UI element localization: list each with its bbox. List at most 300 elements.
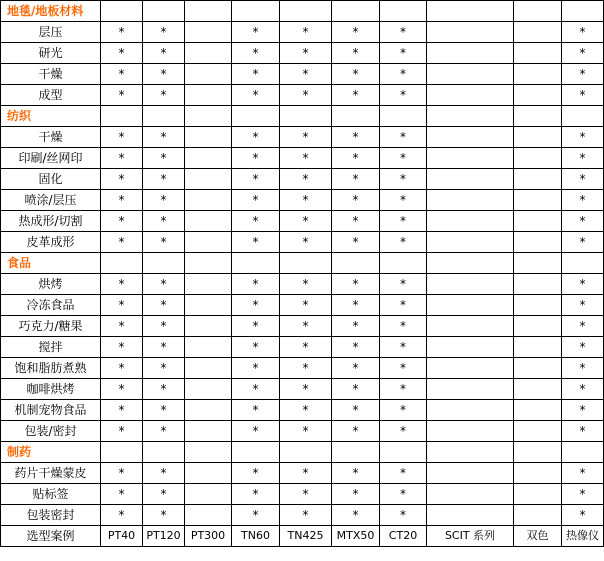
- table-row: [1, 379, 604, 400]
- support-mark: *: [143, 211, 185, 232]
- support-mark: *: [332, 43, 380, 64]
- empty-cell: [185, 22, 232, 43]
- model-column-header: PT40: [101, 526, 143, 547]
- support-mark: *: [380, 421, 427, 442]
- support-mark: *: [332, 190, 380, 211]
- empty-cell: [143, 442, 185, 463]
- category-label: 食品: [1, 253, 101, 274]
- empty-cell: [280, 1, 332, 22]
- empty-cell: [185, 358, 232, 379]
- support-mark: *: [280, 337, 332, 358]
- support-mark: *: [143, 379, 185, 400]
- row-label: 搅拌: [1, 337, 101, 358]
- empty-cell: [514, 253, 562, 274]
- support-mark: *: [280, 421, 332, 442]
- empty-cell: [514, 211, 562, 232]
- empty-cell: [427, 43, 514, 64]
- empty-cell: [380, 106, 427, 127]
- support-mark: *: [380, 274, 427, 295]
- support-mark: *: [332, 232, 380, 253]
- support-mark: *: [280, 64, 332, 85]
- table-row: [1, 148, 604, 169]
- support-mark: *: [232, 400, 280, 421]
- support-mark: *: [232, 358, 280, 379]
- empty-cell: [427, 106, 514, 127]
- table-row: [1, 127, 604, 148]
- support-mark: *: [380, 400, 427, 421]
- support-mark: *: [101, 232, 143, 253]
- empty-cell: [427, 211, 514, 232]
- support-mark: *: [143, 337, 185, 358]
- support-mark: *: [143, 64, 185, 85]
- support-mark: *: [380, 463, 427, 484]
- empty-cell: [185, 43, 232, 64]
- empty-cell: [332, 442, 380, 463]
- empty-cell: [185, 484, 232, 505]
- support-mark: *: [101, 127, 143, 148]
- table-row: [1, 421, 604, 442]
- support-mark: *: [101, 22, 143, 43]
- support-mark: *: [380, 484, 427, 505]
- row-label: 包装密封: [1, 505, 101, 526]
- support-mark: *: [332, 64, 380, 85]
- empty-cell: [514, 106, 562, 127]
- table-row: [1, 211, 604, 232]
- empty-cell: [514, 64, 562, 85]
- support-mark: *: [280, 295, 332, 316]
- footer-label: 选型案例: [1, 526, 101, 547]
- model-column-header: TN425: [280, 526, 332, 547]
- support-mark: *: [101, 505, 143, 526]
- support-mark: *: [280, 274, 332, 295]
- support-mark: *: [232, 169, 280, 190]
- empty-cell: [332, 1, 380, 22]
- support-mark: *: [232, 127, 280, 148]
- empty-cell: [514, 379, 562, 400]
- support-mark: *: [380, 190, 427, 211]
- empty-cell: [427, 442, 514, 463]
- empty-cell: [427, 421, 514, 442]
- table-row: [1, 316, 604, 337]
- empty-cell: [427, 169, 514, 190]
- support-mark: *: [332, 358, 380, 379]
- support-mark: *: [280, 22, 332, 43]
- model-column-header: TN60: [232, 526, 280, 547]
- empty-cell: [427, 484, 514, 505]
- support-mark: *: [232, 232, 280, 253]
- support-mark: *: [143, 421, 185, 442]
- table-row: [1, 22, 604, 43]
- support-mark: *: [332, 484, 380, 505]
- empty-cell: [185, 421, 232, 442]
- row-label: 包装/密封: [1, 421, 101, 442]
- support-mark: *: [332, 169, 380, 190]
- table-row: [1, 337, 604, 358]
- support-mark: *: [562, 379, 604, 400]
- support-mark: *: [380, 505, 427, 526]
- empty-cell: [427, 1, 514, 22]
- support-mark: *: [562, 64, 604, 85]
- empty-cell: [514, 337, 562, 358]
- support-mark: *: [280, 400, 332, 421]
- support-mark: *: [143, 400, 185, 421]
- table-row: [1, 190, 604, 211]
- support-mark: *: [232, 43, 280, 64]
- support-mark: *: [280, 358, 332, 379]
- empty-cell: [562, 1, 604, 22]
- empty-cell: [185, 400, 232, 421]
- empty-cell: [232, 106, 280, 127]
- empty-cell: [185, 337, 232, 358]
- empty-cell: [427, 358, 514, 379]
- support-mark: *: [562, 421, 604, 442]
- support-mark: *: [232, 484, 280, 505]
- support-mark: *: [101, 337, 143, 358]
- model-column-header: PT120: [143, 526, 185, 547]
- empty-cell: [185, 274, 232, 295]
- support-mark: *: [232, 64, 280, 85]
- empty-cell: [143, 253, 185, 274]
- support-mark: *: [332, 421, 380, 442]
- row-label: 皮革成形: [1, 232, 101, 253]
- empty-cell: [427, 505, 514, 526]
- empty-cell: [232, 253, 280, 274]
- empty-cell: [514, 22, 562, 43]
- support-mark: *: [232, 379, 280, 400]
- support-mark: *: [232, 148, 280, 169]
- support-mark: *: [143, 127, 185, 148]
- support-mark: *: [232, 22, 280, 43]
- empty-cell: [280, 106, 332, 127]
- category-row: [1, 442, 604, 463]
- support-mark: *: [332, 463, 380, 484]
- support-mark: *: [380, 295, 427, 316]
- empty-cell: [185, 106, 232, 127]
- category-label: 纺织: [1, 106, 101, 127]
- model-column-header: SCIT 系列: [427, 526, 514, 547]
- support-mark: *: [380, 148, 427, 169]
- empty-cell: [514, 127, 562, 148]
- empty-cell: [514, 274, 562, 295]
- empty-cell: [185, 232, 232, 253]
- category-label: 地毯/地板材料: [1, 1, 101, 22]
- support-mark: *: [143, 358, 185, 379]
- empty-cell: [380, 1, 427, 22]
- support-mark: *: [562, 400, 604, 421]
- support-mark: *: [280, 190, 332, 211]
- empty-cell: [514, 232, 562, 253]
- empty-cell: [280, 442, 332, 463]
- support-mark: *: [101, 169, 143, 190]
- empty-cell: [380, 442, 427, 463]
- empty-cell: [185, 253, 232, 274]
- support-mark: *: [101, 358, 143, 379]
- support-mark: *: [562, 463, 604, 484]
- row-label: 机制宠物食品: [1, 400, 101, 421]
- footer-row: [1, 526, 604, 547]
- support-mark: *: [280, 211, 332, 232]
- empty-cell: [232, 1, 280, 22]
- support-mark: *: [143, 505, 185, 526]
- model-column-header: 双色: [514, 526, 562, 547]
- empty-cell: [514, 316, 562, 337]
- empty-cell: [427, 274, 514, 295]
- support-mark: *: [280, 379, 332, 400]
- support-mark: *: [101, 379, 143, 400]
- empty-cell: [185, 505, 232, 526]
- support-mark: *: [380, 232, 427, 253]
- support-mark: *: [101, 43, 143, 64]
- support-mark: *: [380, 64, 427, 85]
- empty-cell: [185, 169, 232, 190]
- support-mark: *: [332, 505, 380, 526]
- support-mark: *: [101, 484, 143, 505]
- empty-cell: [185, 190, 232, 211]
- empty-cell: [185, 64, 232, 85]
- row-label: 饱和脂肪煮熟: [1, 358, 101, 379]
- support-mark: *: [101, 148, 143, 169]
- support-mark: *: [332, 379, 380, 400]
- empty-cell: [427, 463, 514, 484]
- model-column-header: MTX50: [332, 526, 380, 547]
- empty-cell: [514, 295, 562, 316]
- empty-cell: [427, 64, 514, 85]
- support-mark: *: [143, 295, 185, 316]
- support-mark: *: [562, 211, 604, 232]
- empty-cell: [514, 85, 562, 106]
- support-mark: *: [143, 274, 185, 295]
- support-mark: *: [232, 85, 280, 106]
- support-mark: *: [232, 337, 280, 358]
- support-mark: *: [232, 463, 280, 484]
- support-mark: *: [280, 127, 332, 148]
- category-row: [1, 106, 604, 127]
- support-mark: *: [332, 337, 380, 358]
- row-label: 咖啡烘烤: [1, 379, 101, 400]
- empty-cell: [514, 148, 562, 169]
- empty-cell: [427, 127, 514, 148]
- support-mark: *: [101, 274, 143, 295]
- support-mark: *: [562, 85, 604, 106]
- support-mark: *: [101, 85, 143, 106]
- empty-cell: [562, 253, 604, 274]
- support-mark: *: [562, 22, 604, 43]
- empty-cell: [185, 295, 232, 316]
- support-mark: *: [562, 169, 604, 190]
- model-column-header: 热像仪: [562, 526, 604, 547]
- empty-cell: [185, 148, 232, 169]
- support-mark: *: [280, 505, 332, 526]
- row-label: 印刷/丝网印: [1, 148, 101, 169]
- support-mark: *: [562, 148, 604, 169]
- support-mark: *: [562, 190, 604, 211]
- support-mark: *: [143, 232, 185, 253]
- empty-cell: [427, 316, 514, 337]
- support-mark: *: [143, 43, 185, 64]
- support-mark: *: [101, 211, 143, 232]
- support-mark: *: [143, 484, 185, 505]
- empty-cell: [427, 148, 514, 169]
- support-mark: *: [101, 64, 143, 85]
- support-mark: *: [101, 190, 143, 211]
- empty-cell: [427, 232, 514, 253]
- model-column-header: CT20: [380, 526, 427, 547]
- support-mark: *: [562, 337, 604, 358]
- support-mark: *: [280, 463, 332, 484]
- empty-cell: [514, 358, 562, 379]
- empty-cell: [185, 127, 232, 148]
- support-mark: *: [101, 295, 143, 316]
- row-label: 烘烤: [1, 274, 101, 295]
- table-row: [1, 64, 604, 85]
- support-mark: *: [101, 421, 143, 442]
- support-mark: *: [280, 232, 332, 253]
- support-mark: *: [280, 148, 332, 169]
- empty-cell: [185, 85, 232, 106]
- support-mark: *: [380, 211, 427, 232]
- row-label: 巧克力/糖果: [1, 316, 101, 337]
- support-mark: *: [380, 379, 427, 400]
- support-mark: *: [143, 190, 185, 211]
- empty-cell: [427, 295, 514, 316]
- empty-cell: [185, 463, 232, 484]
- row-label: 热成形/切割: [1, 211, 101, 232]
- row-label: 研光: [1, 43, 101, 64]
- table-row: [1, 274, 604, 295]
- empty-cell: [101, 442, 143, 463]
- empty-cell: [514, 484, 562, 505]
- support-mark: *: [280, 484, 332, 505]
- support-mark: *: [332, 400, 380, 421]
- model-column-header: PT300: [185, 526, 232, 547]
- empty-cell: [562, 442, 604, 463]
- empty-cell: [185, 1, 232, 22]
- empty-cell: [101, 1, 143, 22]
- support-mark: *: [332, 127, 380, 148]
- support-mark: *: [232, 505, 280, 526]
- support-mark: *: [332, 274, 380, 295]
- empty-cell: [143, 1, 185, 22]
- empty-cell: [280, 253, 332, 274]
- empty-cell: [514, 169, 562, 190]
- support-mark: *: [232, 211, 280, 232]
- support-mark: *: [332, 85, 380, 106]
- empty-cell: [232, 442, 280, 463]
- row-label: 冷冻食品: [1, 295, 101, 316]
- support-mark: *: [332, 211, 380, 232]
- support-mark: *: [562, 295, 604, 316]
- empty-cell: [514, 442, 562, 463]
- support-mark: *: [280, 43, 332, 64]
- support-mark: *: [380, 169, 427, 190]
- row-label: 喷涂/层压: [1, 190, 101, 211]
- table-row: [1, 85, 604, 106]
- support-mark: *: [380, 85, 427, 106]
- support-mark: *: [143, 22, 185, 43]
- empty-cell: [143, 106, 185, 127]
- category-row: [1, 253, 604, 274]
- category-row: [1, 1, 604, 22]
- support-mark: *: [143, 148, 185, 169]
- support-mark: *: [332, 295, 380, 316]
- table-row: [1, 43, 604, 64]
- support-mark: *: [143, 463, 185, 484]
- table-row: [1, 463, 604, 484]
- empty-cell: [185, 442, 232, 463]
- row-label: 成型: [1, 85, 101, 106]
- empty-cell: [514, 43, 562, 64]
- table-row: [1, 484, 604, 505]
- support-mark: *: [562, 43, 604, 64]
- row-label: 干燥: [1, 64, 101, 85]
- empty-cell: [514, 421, 562, 442]
- support-mark: *: [332, 22, 380, 43]
- empty-cell: [101, 106, 143, 127]
- table-body: [1, 1, 604, 547]
- empty-cell: [514, 505, 562, 526]
- empty-cell: [427, 253, 514, 274]
- support-mark: *: [101, 400, 143, 421]
- empty-cell: [332, 106, 380, 127]
- support-mark: *: [562, 127, 604, 148]
- table-row: [1, 505, 604, 526]
- empty-cell: [427, 379, 514, 400]
- empty-cell: [514, 463, 562, 484]
- support-mark: *: [380, 337, 427, 358]
- empty-cell: [514, 1, 562, 22]
- support-mark: *: [380, 358, 427, 379]
- table-row: [1, 232, 604, 253]
- support-mark: *: [562, 316, 604, 337]
- row-label: 药片干燥蒙皮: [1, 463, 101, 484]
- support-mark: *: [380, 22, 427, 43]
- empty-cell: [514, 400, 562, 421]
- support-mark: *: [232, 316, 280, 337]
- support-mark: *: [280, 85, 332, 106]
- support-mark: *: [232, 421, 280, 442]
- empty-cell: [185, 211, 232, 232]
- row-label: 干燥: [1, 127, 101, 148]
- empty-cell: [427, 400, 514, 421]
- empty-cell: [427, 85, 514, 106]
- support-mark: *: [101, 463, 143, 484]
- empty-cell: [185, 316, 232, 337]
- support-mark: *: [332, 316, 380, 337]
- empty-cell: [380, 253, 427, 274]
- row-label: 固化: [1, 169, 101, 190]
- support-mark: *: [232, 295, 280, 316]
- row-label: 贴标签: [1, 484, 101, 505]
- support-mark: *: [380, 43, 427, 64]
- empty-cell: [332, 253, 380, 274]
- empty-cell: [562, 106, 604, 127]
- table-row: [1, 358, 604, 379]
- table-row: [1, 169, 604, 190]
- empty-cell: [427, 337, 514, 358]
- empty-cell: [427, 22, 514, 43]
- table-row: [1, 400, 604, 421]
- support-mark: *: [562, 505, 604, 526]
- empty-cell: [514, 190, 562, 211]
- support-mark: *: [280, 316, 332, 337]
- support-mark: *: [562, 484, 604, 505]
- support-mark: *: [562, 358, 604, 379]
- support-mark: *: [143, 85, 185, 106]
- support-mark: *: [562, 232, 604, 253]
- empty-cell: [427, 190, 514, 211]
- empty-cell: [185, 379, 232, 400]
- support-mark: *: [232, 274, 280, 295]
